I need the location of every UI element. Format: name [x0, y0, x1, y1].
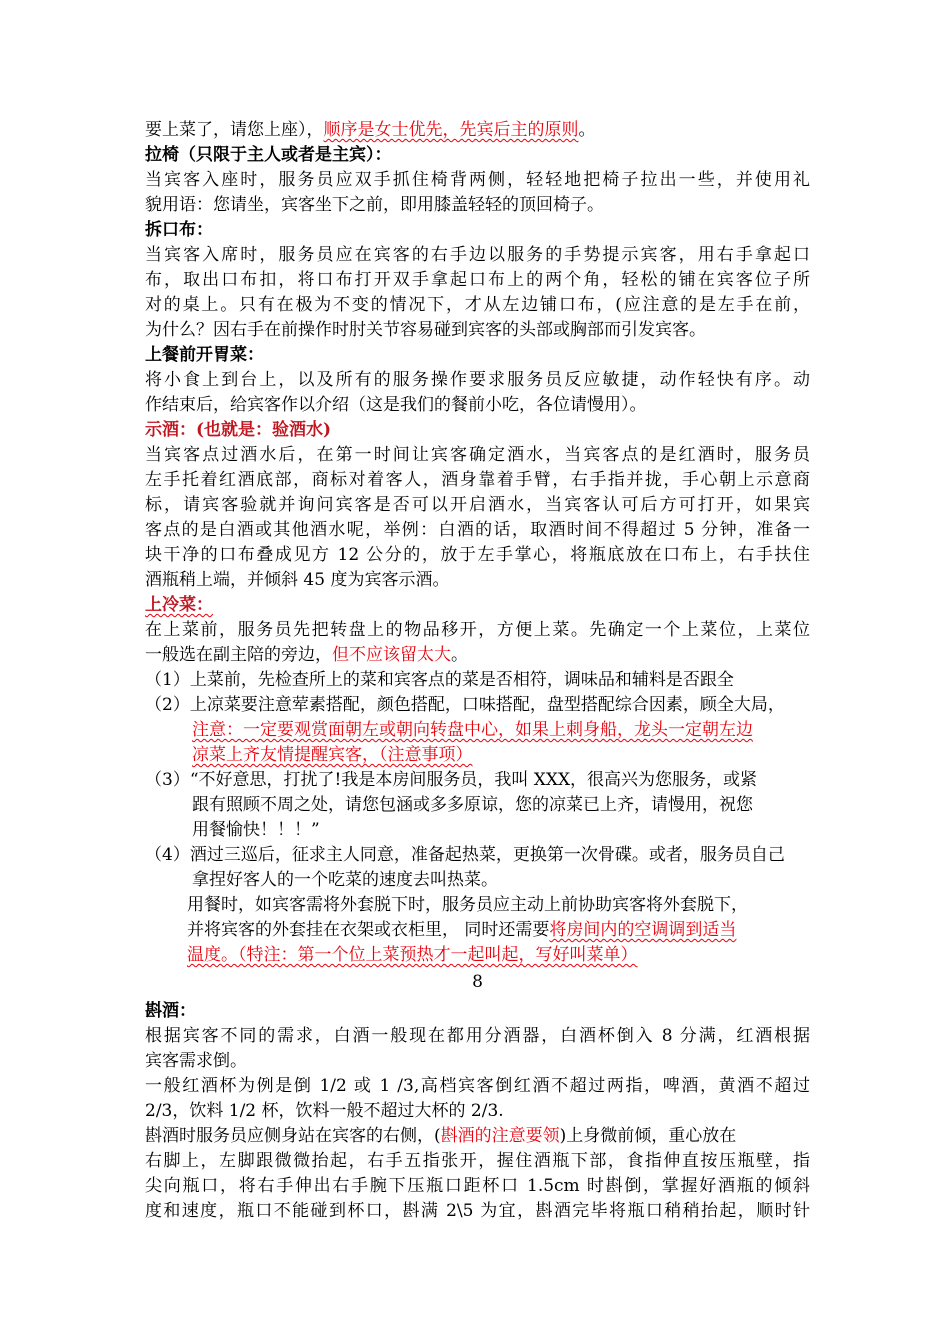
paragraph-line: 度和速度，瓶口不能碰到杯口，斟满 2\5 为宜，斟酒完毕将瓶口稍稍抬起，顺时针	[145, 1201, 810, 1221]
paragraph-line: 用餐时，如宾客需将外套脱下时，服务员应主动上前协助宾客将外套脱下，	[187, 895, 748, 915]
list-item: （3）“不好意思，打扰了!我是本房间服务员，我叫 XXX，很高兴为您服务，或紧	[145, 770, 758, 790]
paragraph-line: 左手托着红酒底部，商标对着客人，酒身靠着手臂，右手指并拢，手心朝上示意商	[145, 470, 810, 490]
text-span: 要上菜了，请您上座），	[145, 120, 324, 140]
paragraph-line: 貌用语：您请坐，宾客坐下之前，即用膝盖轻轻的顶回椅子。	[145, 195, 604, 215]
paragraph-line	[145, 918, 810, 943]
red-note: 但不应该留太大	[332, 645, 451, 665]
page-number: 8	[472, 972, 483, 992]
red-note-line: 温度。（特注：第一个位上菜预热才一起叫起，写好叫菜单）	[187, 945, 638, 965]
paragraph-line: 当宾客入座时，服务员应双手抓住椅背两侧，轻轻地把椅子拉出一些，并使用礼	[145, 170, 810, 190]
list-item-continuation: 跟有照顾不周之处，请您包涵或多多原谅，您的凉菜已上齐，请慢用，祝您	[192, 795, 753, 815]
paragraph-line: 客点的是白酒或其他酒水呢，举例：白酒的话，取酒时间不得超过 5 分钟，准备一	[145, 520, 810, 540]
paragraph-line: 对的桌上。只有在极为不变的情况下，才从左边铺口布，(应注意的是左手在前，	[145, 295, 810, 315]
red-note: 斟酒的注意要领	[440, 1126, 560, 1146]
red-note: 顺序是女士优先，先宾后主的原则	[323, 120, 579, 140]
text-span: 。	[578, 120, 596, 140]
list-item: （2）上凉菜要注意荤素搭配，颜色搭配，口味搭配，盘型搭配综合因素，顾全大局，	[145, 695, 785, 715]
paragraph-line: 当宾客入席时，服务员应在宾客的右手边以服务的手势提示宾客，用右手拿起口	[145, 245, 810, 265]
paragraph-line	[145, 643, 810, 668]
paragraph-line: 右脚上，左脚跟微微抬起，右手五指张开，握住酒瓶下部，食指伸直按压瓶壁，指	[145, 1151, 810, 1171]
section-heading-napkin: 拆口布：	[145, 220, 213, 240]
paragraph-line: 2/3，饮料 1/2 杯，饮料一般不超过大杯的 2/3.	[145, 1101, 504, 1121]
text-span: )上身微前倾，重心放在	[559, 1126, 737, 1146]
text-span: 。	[451, 645, 468, 665]
paragraph-line: 宾客需求倒。	[145, 1051, 247, 1071]
section-heading-appetizer: 上餐前开胃菜：	[145, 345, 264, 365]
paragraph-line: 在上菜前，服务员先把转盘上的物品移开，方便上菜。先确定一个上菜位，上菜位	[145, 620, 810, 640]
red-note: 将房间内的空调调到适当	[549, 920, 737, 940]
list-item-note: 注意：一定要观赏面朝左或朝向转盘中心，如果上刺身船，龙头一定朝左边	[192, 720, 753, 740]
paragraph-line: 布，取出口布扣，将口布打开双手拿起口布上的两个角，轻松的铺在宾客位子所	[145, 270, 810, 290]
paragraph-line: 尖向瓶口，将右手伸出右手腕下压瓶口距杯口 1.5cm 时斟倒，掌握好酒瓶的倾斜	[145, 1176, 810, 1196]
paragraph-line: 标，请宾客验就并询问宾客是否可以开启酒水，当宾客认可后方可打开，如果宾	[145, 495, 810, 515]
paragraph-line: 当宾客点过酒水后，在第一时间让宾客确定酒水，当宾客点的是红酒时，服务员	[145, 445, 810, 465]
paragraph-line: 将小食上到台上，以及所有的服务操作要求服务员反应敏捷，动作轻快有序。动	[145, 370, 810, 390]
section-heading-wine-show: 示酒：(也就是：验酒水)	[145, 420, 332, 440]
paragraph-line: 为什么？因右手在前操作时肘关节容易碰到宾客的头部或胸部而引发宾客。	[145, 320, 706, 340]
text-span: 一般选在副主陪的旁边，	[145, 645, 332, 665]
paragraph-line	[145, 118, 810, 143]
section-heading-pouring: 斟酒：	[145, 1001, 196, 1021]
paragraph-line: 根据宾客不同的需求，白酒一般现在都用分酒器，白酒杯倒入 8 分满，红酒根据	[145, 1026, 810, 1046]
list-item-continuation: 拿捏好客人的一个吃菜的速度去叫热菜。	[192, 870, 498, 890]
list-item-continuation: 用餐愉快！！！”	[192, 820, 320, 840]
paragraph-line: 作结束后，给宾客作以介绍（这是我们的餐前小吃，各位请慢用）。	[145, 395, 647, 415]
list-item-note: 凉菜上齐友情提醒宾客，（注意事项）	[192, 745, 473, 765]
paragraph-line	[145, 1124, 810, 1149]
list-item: （4）酒过三巡后，征求主人同意，准备起热菜，更换第一次骨碟。或者，服务员自己	[145, 845, 785, 865]
text-span: 并将宾客的外套挂在衣架或衣柜里， 同时还需要	[187, 920, 550, 940]
heading-text: 上冷菜：	[145, 595, 213, 615]
paragraph-line: 酒瓶稍上端，并倾斜 45 度为宾客示酒。	[145, 570, 450, 590]
list-item: （1）上菜前，先检查所上的菜和宾客点的菜是否相符，调味品和辅料是否跟全	[145, 670, 734, 690]
section-heading-cold-dishes	[145, 593, 810, 618]
paragraph-line: 块干净的口布叠成见方 12 公分的，放于左手掌心，将瓶底放在口布上，右手扶住	[145, 545, 810, 565]
paragraph-line: 一般红酒杯为例是倒 1/2 或 1 /3,高档宾客倒红酒不超过两指，啤酒，黄酒不超过	[145, 1076, 810, 1096]
section-heading-chair: 拉椅（只限于主人或者是主宾）：	[145, 145, 392, 165]
text-span: 斟酒时服务员应侧身站在宾客的右侧，(	[145, 1126, 441, 1146]
document-page	[145, 118, 810, 1224]
